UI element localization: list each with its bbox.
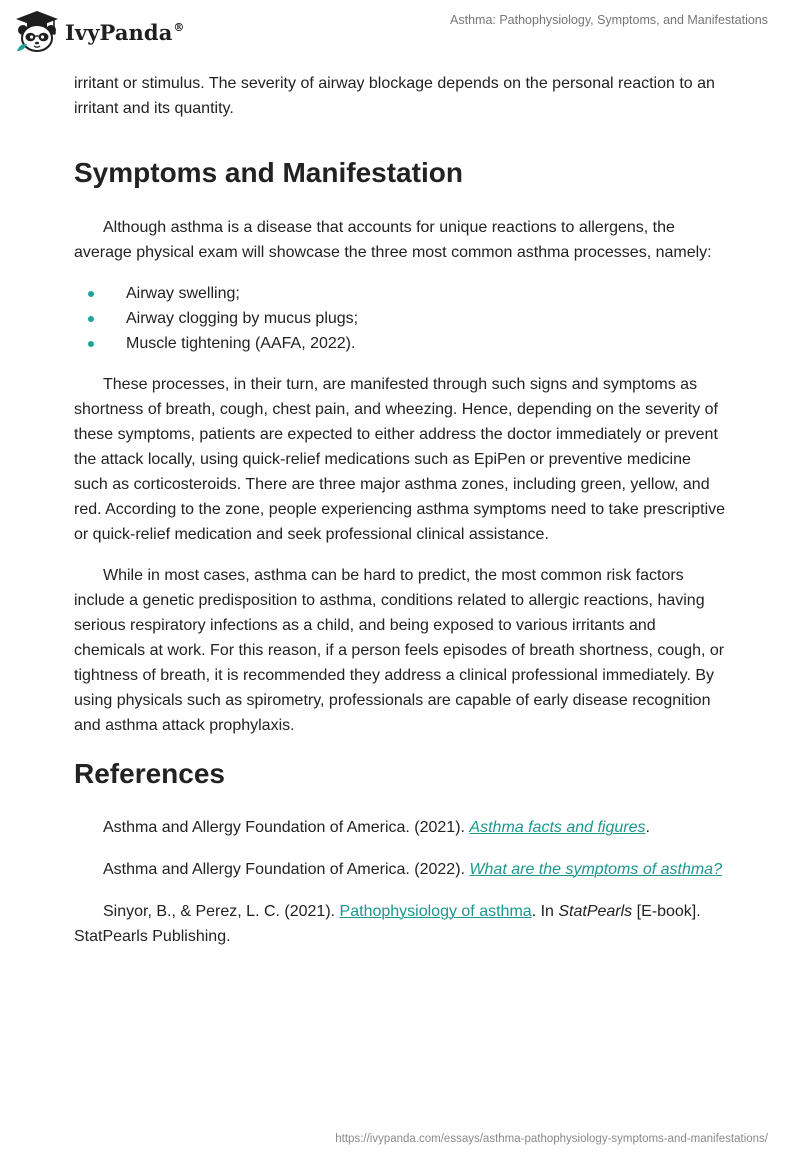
symptoms-paragraph-1: Although asthma is a disease that accounts for unique reactions to allergens, the average physical exam will showcase the three most common asthma processes, namely: bbox=[74, 219, 712, 261]
symptom-list bbox=[74, 281, 726, 356]
ivypanda-logo[interactable] bbox=[14, 10, 185, 54]
symptoms-paragraph-2: These processes, in their turn, are manifested through such signs and symptoms as shortness of breath, cough, chest pain, and wheezing. Hence, depending on the severity of these symptoms, patients are expected to either address the doctor immediately or prevent the attack locally, using quick-relief medications such as EpiPen or preventive medicine such as corticosteroids. There are three major asthma zones, including green, yellow, and red. According to the zone, people experiencing asthma symptoms need to take prescriptive or quick-relief medication and seek professional clinical assistance. bbox=[74, 376, 726, 543]
symptoms-heading: Symptoms and Manifestation bbox=[74, 157, 463, 188]
references-heading: References bbox=[74, 758, 225, 789]
reference-item: Sinyor, B., & Perez, L. C. (2021). Pathophysiology of asthma. In StatPearls [E-book]. StatPearls Publishing. bbox=[74, 903, 701, 945]
list-item: Airway clogging by mucus plugs; bbox=[74, 306, 726, 331]
document-title: Asthma: Pathophysiology, Symptoms, and Manifestations bbox=[450, 13, 768, 27]
reference-link[interactable]: Asthma facts and figures bbox=[469, 819, 646, 836]
page-header bbox=[0, 0, 800, 66]
footer-url[interactable]: https://ivypanda.com/essays/asthma-pathophysiology-symptoms-and-manifestations/ bbox=[335, 1133, 768, 1145]
panda-icon bbox=[14, 10, 60, 54]
reference-link[interactable]: Pathophysiology of asthma bbox=[339, 903, 532, 920]
reference-item: Asthma and Allergy Foundation of America. (2021). Asthma facts and figures. bbox=[103, 819, 650, 836]
bullet-icon bbox=[88, 316, 94, 322]
reference-item: Asthma and Allergy Foundation of America. (2022). What are the symptoms of asthma? bbox=[103, 861, 722, 878]
logo-text: IvyPanda® bbox=[65, 19, 185, 45]
intro-paragraph: irritant or stimulus. The severity of airway blockage depends on the personal reaction to an irritant and its quantity. bbox=[74, 75, 715, 117]
list-item: Muscle tightening (AAFA, 2022). bbox=[74, 331, 726, 356]
list-item: Airway swelling; bbox=[74, 281, 726, 306]
bullet-icon bbox=[88, 341, 94, 347]
bullet-icon bbox=[88, 291, 94, 297]
reference-link[interactable]: What are the symptoms of asthma? bbox=[469, 861, 722, 878]
essay-content bbox=[74, 71, 726, 949]
symptoms-paragraph-3: While in most cases, asthma can be hard to predict, the most common risk factors include a genetic predisposition to asthma, conditions related to allergic reactions, having serious respiratory infections as a child, and being exposed to various irritants and chemicals at work. For this reason, if a person feels episodes of breath shortness, cough, or tightness of breath, it is recommended they address a clinical professional immediately. By using physicals such as spirometry, professionals are capable of early disease recognition and asthma attack prophylaxis. bbox=[74, 567, 725, 734]
